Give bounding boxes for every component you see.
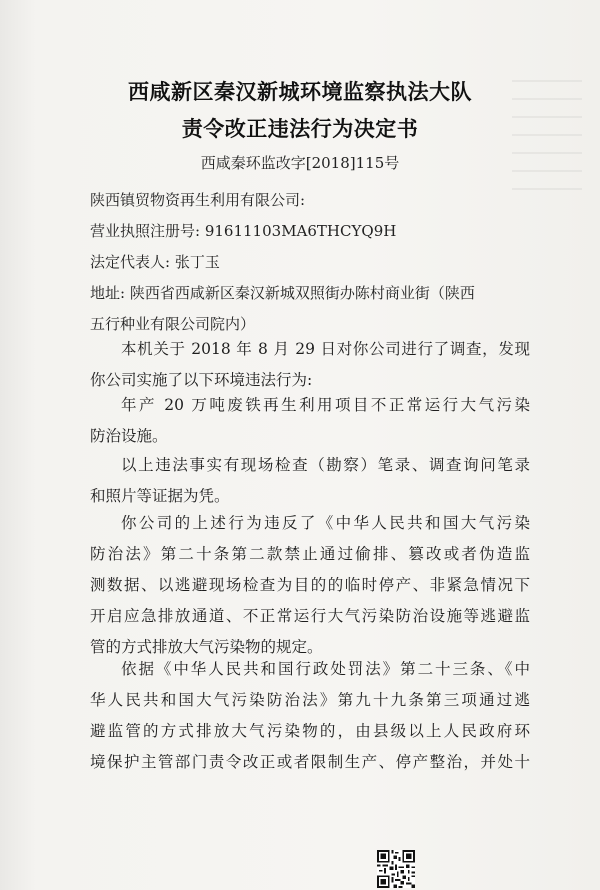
paragraph-legal-violation: [90, 510, 530, 665]
paragraph-line: 年产 20 万吨废铁再生利用项目不正常运行大气污染: [121, 396, 530, 414]
license-number: 91611103MA6THCYQ9H: [204, 222, 397, 240]
license-field: [90, 220, 396, 241]
company-name: 陕西镇贸物资再生利用有限公司:: [90, 191, 306, 209]
document-title-line2: 责令改正违法行为决定书: [181, 117, 419, 141]
representative-name: 张丁玉: [174, 253, 220, 271]
paragraph-line: 以上违法事实有现场检查（勘察）笔录、调查询问笔录: [121, 456, 530, 474]
qr-code-icon: [377, 850, 415, 888]
paragraph-line: 测数据、以逃避现场检查为目的的临时停产、非紧急情况下: [90, 576, 530, 594]
document-title-line1: 西咸新区秦汉新城环境监察执法大队: [128, 80, 472, 104]
paragraph-line: 防治法》第二十条第二款禁止通过偷排、篡改或者伪造监: [90, 545, 530, 563]
paragraph-investigation: [90, 336, 530, 398]
document-number: 西咸秦环监改字[2018]115号: [200, 154, 400, 172]
paragraph-line: 管的方式排放大气污染物的规定。: [90, 638, 323, 656]
paragraph-line: 和照片等证据为凭。: [90, 487, 230, 505]
paragraph-line: 本机关于 2018 年 8 月 29 日对你公司进行了调查，发现: [121, 340, 530, 358]
paragraph-line: 依据《中华人民共和国行政处罚法》第二十三条、《中: [121, 660, 530, 678]
paragraph-line: 开启应急排放通道、不正常运行大气污染防治设施等逃避监: [90, 607, 530, 625]
paragraph-line: 你公司的上述行为违反了《中华人民共和国大气污染: [121, 514, 530, 532]
paragraph-line: 防治设施。: [90, 427, 168, 445]
paragraph-legal-basis: [90, 656, 530, 780]
representative-label: 法定代表人:: [90, 253, 171, 271]
paragraph-evidence: [90, 452, 530, 514]
paragraph-line: 你公司实施了以下环境违法行为:: [90, 371, 313, 389]
representative-field: [90, 251, 220, 272]
address-line2: 五行种业有限公司院内）: [90, 315, 256, 333]
address-line1: 陕西省西咸新区秦汉新城双照街办陈村商业街（陕西: [129, 284, 475, 302]
license-label: 营业执照注册号:: [90, 222, 201, 240]
address-label: 地址:: [90, 284, 126, 302]
paragraph-line: 华人民共和国大气污染防治法》第九十九条第三项通过逃: [90, 691, 530, 709]
paragraph-violation: [90, 392, 530, 454]
address-field-line1: [90, 282, 475, 303]
paragraph-line: 避监管的方式排放大气污染物的，由县级以上人民政府环: [90, 722, 530, 740]
paragraph-line: 境保护主管部门责令改正或者限制生产、停产整治，并处十: [90, 753, 530, 771]
